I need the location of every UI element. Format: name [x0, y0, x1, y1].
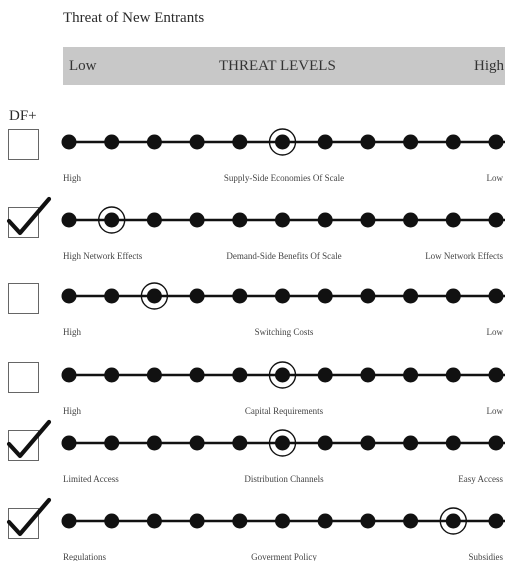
factor-row-demand-side-benefits: [0, 207, 505, 277]
scale-point[interactable]: [232, 514, 247, 529]
scale-point[interactable]: [318, 213, 333, 228]
checkmark-icon: [7, 194, 51, 238]
scale-point[interactable]: [62, 135, 77, 150]
scale-point[interactable]: [360, 213, 375, 228]
scale-point[interactable]: [403, 436, 418, 451]
scale-point[interactable]: [403, 135, 418, 150]
factor-name-label: Goverment Policy: [251, 552, 317, 561]
threat-scale: [55, 283, 505, 315]
scale-left-label: High: [63, 327, 81, 337]
scale-point[interactable]: [104, 135, 119, 150]
scale-point[interactable]: [446, 135, 461, 150]
scale-point[interactable]: [190, 368, 205, 383]
scale-point[interactable]: [275, 368, 290, 383]
scale-point[interactable]: [403, 514, 418, 529]
threat-levels-header: [63, 47, 505, 85]
scale-point[interactable]: [489, 289, 504, 304]
factor-row-supply-side-economies: [0, 129, 505, 199]
factor-row-capital-requirements: [0, 362, 505, 432]
factor-name-label: Demand-Side Benefits Of Scale: [226, 251, 342, 261]
threat-scale: [55, 129, 505, 161]
factor-row-switching-costs: [0, 283, 505, 353]
header-high-label: High: [474, 58, 504, 74]
scale-point[interactable]: [446, 213, 461, 228]
scale-point[interactable]: [318, 436, 333, 451]
scale-point[interactable]: [104, 436, 119, 451]
scale-point[interactable]: [403, 213, 418, 228]
factor-checkbox[interactable]: [8, 129, 39, 160]
scale-point[interactable]: [360, 368, 375, 383]
factor-name-label: Capital Requirements: [244, 406, 324, 416]
factor-name-label: Supply-Side Economies Of Scale: [223, 173, 345, 183]
threat-scale: [55, 508, 505, 540]
scale-point[interactable]: [446, 368, 461, 383]
scale-point[interactable]: [360, 135, 375, 150]
scale-point[interactable]: [190, 436, 205, 451]
scale-point[interactable]: [489, 135, 504, 150]
scale-point[interactable]: [318, 289, 333, 304]
factor-checkbox[interactable]: [8, 508, 39, 539]
header-low-label: Low: [69, 58, 97, 74]
scale-left-label: Limited Access: [63, 474, 119, 484]
scale-point[interactable]: [360, 514, 375, 529]
scale-right-label: Easy Access: [458, 474, 503, 484]
scale-point[interactable]: [275, 436, 290, 451]
scale-right-label: Low: [486, 327, 503, 337]
scale-point[interactable]: [62, 514, 77, 529]
scale-point[interactable]: [275, 213, 290, 228]
threat-scale: [55, 430, 505, 462]
scale-point[interactable]: [62, 289, 77, 304]
scale-point[interactable]: [232, 135, 247, 150]
factor-checkbox[interactable]: [8, 362, 39, 393]
scale-point[interactable]: [232, 213, 247, 228]
df-plus-label: DF+: [9, 108, 37, 124]
scale-point[interactable]: [147, 436, 162, 451]
scale-point[interactable]: [403, 289, 418, 304]
scale-point[interactable]: [275, 135, 290, 150]
scale-point[interactable]: [275, 289, 290, 304]
scale-right-label: Subsidies: [468, 552, 503, 561]
scale-point[interactable]: [190, 135, 205, 150]
scale-point[interactable]: [147, 368, 162, 383]
scale-point[interactable]: [190, 213, 205, 228]
scale-point[interactable]: [232, 368, 247, 383]
scale-point[interactable]: [232, 436, 247, 451]
factor-row-distribution-channels: [0, 430, 505, 500]
scale-point[interactable]: [104, 213, 119, 228]
scale-point[interactable]: [446, 436, 461, 451]
page-title: Threat of New Entrants: [63, 10, 205, 26]
scale-point[interactable]: [104, 514, 119, 529]
scale-point[interactable]: [403, 368, 418, 383]
factor-name-label: Distribution Channels: [244, 474, 324, 484]
scale-point[interactable]: [190, 289, 205, 304]
scale-point[interactable]: [147, 289, 162, 304]
scale-point[interactable]: [104, 368, 119, 383]
scale-point[interactable]: [232, 289, 247, 304]
scale-left-label: High: [63, 173, 81, 183]
scale-point[interactable]: [147, 135, 162, 150]
scale-point[interactable]: [489, 368, 504, 383]
scale-left-label: High Network Effects: [63, 251, 143, 261]
threat-scale: [55, 362, 505, 394]
threat-scale: [55, 207, 505, 239]
scale-point[interactable]: [104, 289, 119, 304]
factor-row-government-policy: [0, 508, 505, 561]
scale-point[interactable]: [489, 436, 504, 451]
scale-point[interactable]: [318, 368, 333, 383]
scale-point[interactable]: [147, 213, 162, 228]
scale-point[interactable]: [489, 514, 504, 529]
scale-right-label: Low: [486, 173, 503, 183]
factor-checkbox[interactable]: [8, 283, 39, 314]
scale-point[interactable]: [446, 289, 461, 304]
scale-left-label: Regulations: [63, 552, 106, 561]
scale-point[interactable]: [275, 514, 290, 529]
scale-point[interactable]: [62, 213, 77, 228]
scale-right-label: Low Network Effects: [425, 251, 503, 261]
checkmark-icon: [7, 495, 51, 539]
header-threat-levels-label: THREAT LEVELS: [219, 58, 336, 74]
scale-point[interactable]: [62, 436, 77, 451]
scale-right-label: Low: [486, 406, 503, 416]
scale-point[interactable]: [318, 514, 333, 529]
scale-point[interactable]: [147, 514, 162, 529]
scale-point[interactable]: [446, 514, 461, 529]
scale-point[interactable]: [360, 289, 375, 304]
factor-checkbox[interactable]: [8, 207, 39, 238]
scale-point[interactable]: [360, 436, 375, 451]
scale-left-label: High: [63, 406, 81, 416]
factor-checkbox[interactable]: [8, 430, 39, 461]
scale-point[interactable]: [62, 368, 77, 383]
scale-point[interactable]: [190, 514, 205, 529]
scale-point[interactable]: [489, 213, 504, 228]
factor-name-label: Switching Costs: [254, 327, 314, 337]
scale-point[interactable]: [318, 135, 333, 150]
